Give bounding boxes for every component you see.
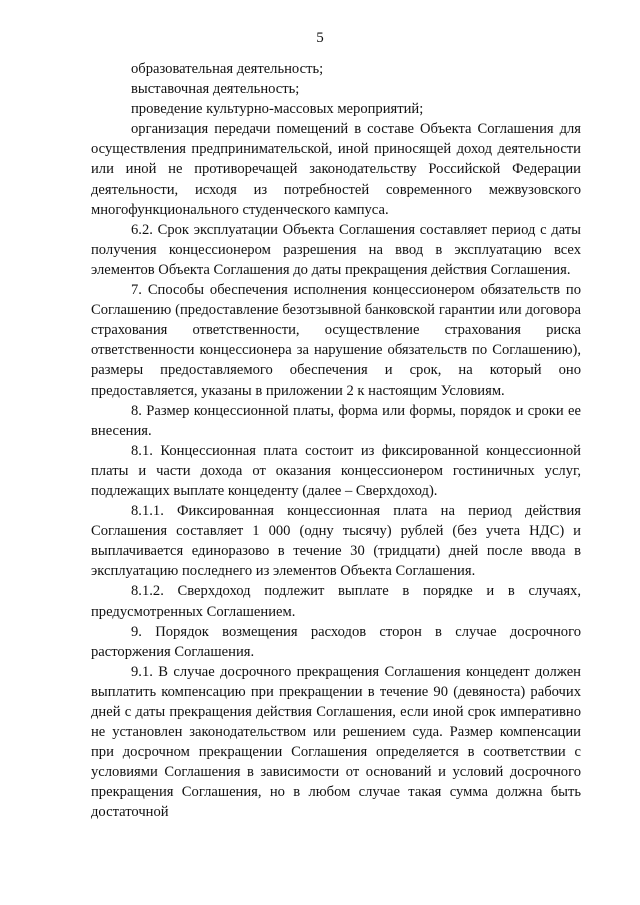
list-item-cultural-events: проведение культурно-массовых мероприятий; xyxy=(131,101,424,118)
clause-7: 7. Способы обеспечения исполнения концессионером обязательств по Соглашению (предоставление безотзывной банковской гарантии или договора страхования ответственности, осуществление страхования риска ответственности концессионера за нарушение обязательств по Соглашению), размеры предоставляемого обеспечения и срок, на который оно предоставляется, указаны в приложении 2 к настоящим Условиям. xyxy=(91,282,581,399)
clause-6-2: 6.2. Срок эксплуатации Объекта Соглашения составляет период с даты получения концессионером разрешения на ввод в эксплуатацию всех элементов Объекта Соглашения до даты прекращения действия Соглашения. xyxy=(91,221,581,278)
clause-9-1: 9.1. В случае досрочного прекращения Соглашения концедент должен выплатить компенсацию при прекращении в течение 90 (девяноста) рабочих дней с даты прекращения действия Соглашения, если иной срок императивно не установлен законодательством или решением суда. Размер компенсации при досрочном прекращении Соглашения определяется в соответствии с условиями Соглашения в зависимости от оснований и условий досрочного прекращения Соглашения, но в любом случае такая сумма должна быть достаточной xyxy=(91,663,581,821)
clause-8-1-1: 8.1.1. Фиксированная концессионная плата на период действия Соглашения составляет 1 000 (одну тысячу) рублей (без учета НДС) и выплачивается единоразово в течение 30 (тридцати) дней после ввода в эксплуатацию последнего из элементов Объекта Соглашения. xyxy=(91,503,581,580)
clause-8-1-2: 8.1.2. Сверхдоход подлежит выплате в порядке и в случаях, предусмотренных Соглашением. xyxy=(91,583,581,620)
clause-9: 9. Порядок возмещения расходов сторон в случае досрочного расторжения Соглашения. xyxy=(91,623,581,660)
list-item-educational: образовательная деятельность; xyxy=(131,61,324,77)
list-item-exhibition: выставочная деятельность; xyxy=(131,81,300,98)
document-body xyxy=(91,59,581,823)
clause-8-1: 8.1. Концессионная плата состоит из фиксированной концессионной платы и части дохода от оказания концессионером гостиничных услуг, подлежащих выплате концеденту (далее – Сверхдоход). xyxy=(91,442,581,499)
list-item-premises-transfer: организация передачи помещений в составе Объекта Соглашения для осуществления предпринимательской, иной приносящей доход деятельности или иной не противоречащей законодательству Российской Федерации деятельности, исходя из потребностей современного межвузовского многофункционального студенческого кампуса. xyxy=(91,121,581,218)
page-number: 5 xyxy=(316,30,324,46)
clause-8: 8. Размер концессионной платы, форма или формы, порядок и сроки ее внесения. xyxy=(91,402,581,439)
